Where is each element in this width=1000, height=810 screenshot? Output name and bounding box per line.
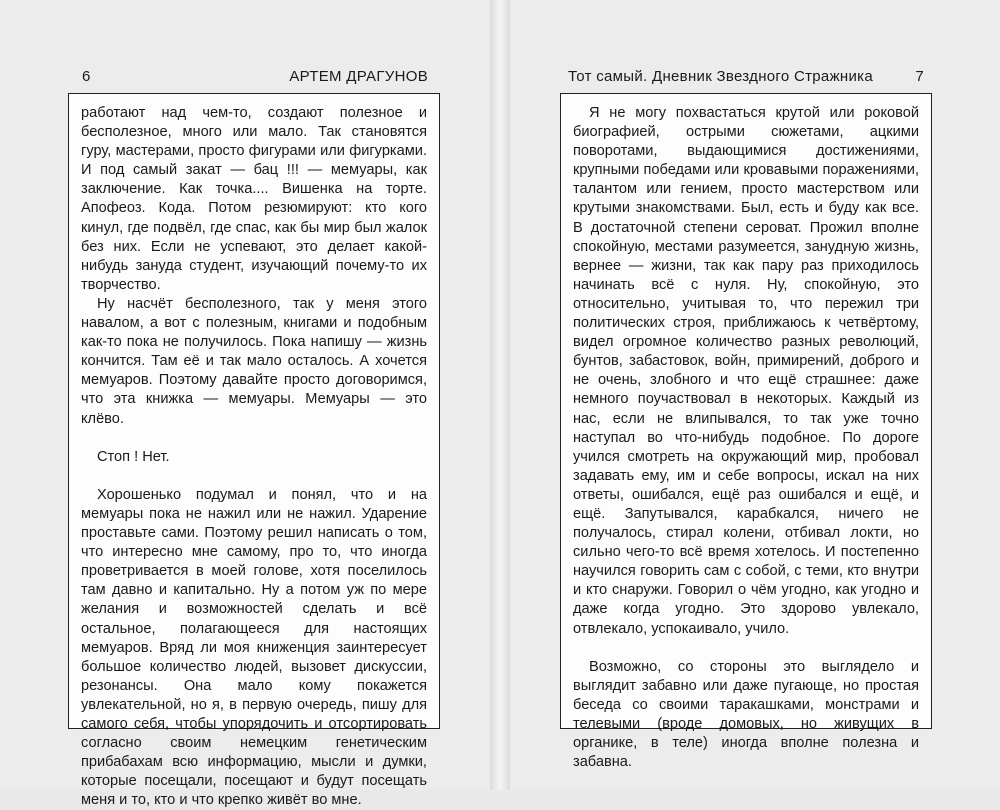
left-page-header bbox=[70, 66, 442, 88]
paragraph: Стоп ! Нет. bbox=[97, 448, 170, 465]
paragraph: Я не могу похвастаться крутой или роковой биографией, острыми сюжетами, ацкими поворотами, выдающимися достижениями, крупными победами или кровавыми поражениями, талантом или гением, просто мастерством или крутыми знакомствами. Был, есть и буду как все. В достаточной степени сероват. Прожил вполне спокойную, местами разумеется, занудную жизнь, вернее — жизни, так как пару раз приходилось начинать всё с нуля. Ну, спокойную, это относительно, учитывая то, что пережил три политических строя, приближаюсь к четвёртому, видел огромное количество разных революций, бунтов, забастовок, войн, примирений, доброго и не очень, злобного и что ещё страшнее: даже немного поучаствовал в некоторых. Каждый из нас, если не влипывался, то так уже точно наступал во что-нибудь подобное. По дороге учился смотреть на окружающий мир, пробовал задавать ему, им и себе вопросы, искал на них ответы, ошибался, ещё раз ошибался и ещё, и ещё. Запутывался, карабкался, ничего не получалось, стирал колени, отбивал локти, но сильно чего-то всё время хотелось. И постепенно научился говорить сам с собой, с теми, кто внутри и кто снаружи. Говорил о чём угодно, как угодно и даже когда угодно. Это здорово увлекало, отвлекало, успокаивало, учило. bbox=[573, 105, 919, 637]
body-text bbox=[81, 104, 427, 810]
paragraph: Ну насчёт бесполезного, так у меня этого навалом, а вот с полезным, книгами и подобным как-то пока не получилось. Пока напишу — жизнь кончится. Там её и так мало осталось. А хочется мемуаров. Поэтому давайте просто договоримся, что эта книжка — мемуары. Мемуары — это клёво. bbox=[81, 295, 427, 427]
page-number: 7 bbox=[915, 68, 924, 85]
paragraph: Хорошенько подумал и понял, что и на мемуары пока не нажил или не нажил. Ударение проставьте сами. Поэтому решил написать о том, что интересно мне самому, про то, что иногда проветривается в моей голове, хотя поселилось там давно и капитально. Ну а потом уж по мере желания и возможностей сделать и всё остальное, полагающееся для настоящих мемуаров. Вряд ли моя книженция заинтересует большое количество людей, вызовет дискуссии, резонансы. Она мало кому покажется увлекательной, но я, в первую очередь, пишу для самого себя, чтобы упорядочить и отсортировать согласно своим немецким генетическим прибабахам всю информацию, мысли и думки, которые посещали, посещают и будут посещать меня и то, кто и что крепко живёт во мне. bbox=[81, 486, 427, 809]
paragraph: работают над чем-то, создают полезное и бесполезное, много или мало. Так становятся гуру, мастерами, просто фигурами или фигурками. И под самый закат — бац !!! — мемуары, как заключение. Как точка.... Вишенка на торте. Апофеоз. Кода. Потом резюмируют: кто кого кинул, где подвёл, где спас, как бы мир был жалок без них. Если не успевают, это делает какой-нибудь зануда студент, изучающий почему-то их творчество. bbox=[81, 105, 427, 293]
right-page-header bbox=[560, 66, 932, 88]
book-spine bbox=[490, 0, 510, 790]
right-page bbox=[510, 0, 1000, 790]
text-frame bbox=[68, 93, 440, 809]
running-head: Тот самый. Дневник Звездного Стражника bbox=[568, 68, 874, 85]
text-frame bbox=[560, 93, 932, 771]
paragraph: Возможно, со стороны это выглядело и выглядит забавно или даже пугающе, но простая беседа со своими таракашками, монстрами и телевыми (вроде домовых, но живущих в органике, в теле) иногда вполне полезна и забавна. bbox=[573, 658, 919, 771]
body-text bbox=[573, 104, 919, 772]
running-head: АРТЕМ ДРАГУНОВ bbox=[289, 68, 428, 85]
page-number: 6 bbox=[82, 68, 91, 85]
left-page bbox=[0, 0, 490, 809]
